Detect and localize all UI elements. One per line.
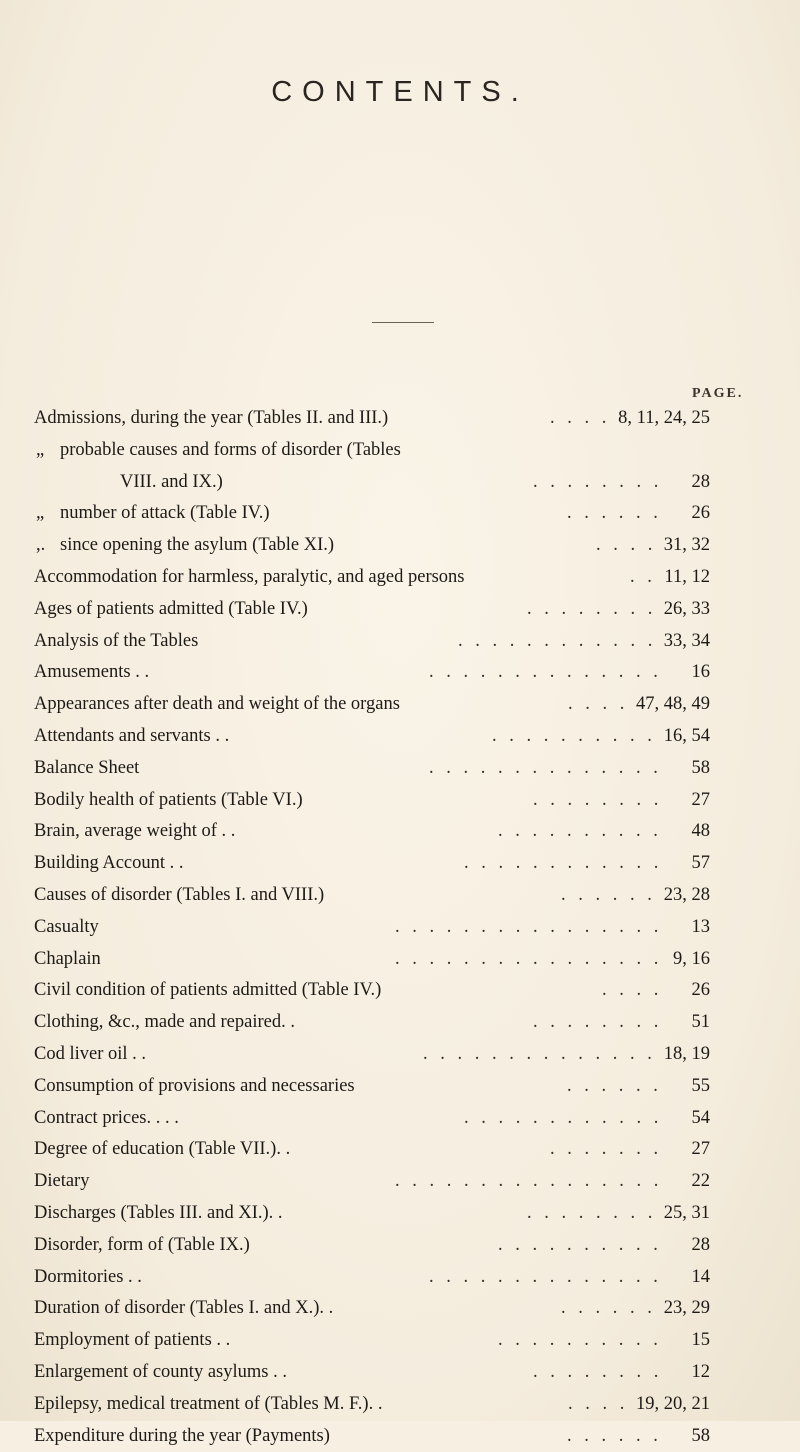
contents-entry: [0, 498, 800, 530]
contents-entry: [0, 1421, 800, 1452]
heading-rule: [372, 322, 434, 323]
leader-dots: . . . . . . . .: [533, 467, 662, 499]
contents-entry: [0, 1103, 800, 1135]
entry-text-group: [34, 848, 184, 880]
leader-dots: . . . . . . . . . .: [492, 721, 656, 753]
contents-entry: [0, 1293, 800, 1325]
contents-entry: [0, 657, 800, 689]
contents-list: [0, 403, 800, 1452]
contents-entry: [0, 1134, 800, 1166]
entry-text-group: [34, 1103, 179, 1135]
entry-page-numbers: 31, 32: [664, 530, 710, 562]
ditto-mark: ,.: [36, 530, 60, 562]
contents-entry: [0, 975, 800, 1007]
entry-title: Bodily health of patients (Table VI.): [34, 785, 303, 817]
entry-page-numbers: 16: [692, 657, 711, 689]
entry-title: Causes of disorder (Tables I. and VIII.): [34, 880, 324, 912]
entry-page-numbers: 26: [692, 498, 711, 530]
leader-dots: . .: [630, 562, 656, 594]
entry-text-group: [34, 626, 198, 658]
leader-dots: . . . . . . . .: [527, 1198, 656, 1230]
entry-text-group: [36, 498, 270, 530]
entry-text-group: [34, 689, 400, 721]
leader-dots: . . . . . . . . . . . . . . . .: [395, 944, 662, 976]
entry-page-numbers: 19, 20, 21: [636, 1389, 710, 1421]
entry-title: VIII. and IX.): [120, 467, 223, 499]
entry-page-numbers: 11, 12: [664, 562, 710, 594]
leader-dots: . . . .: [568, 689, 628, 721]
ditto-mark: „: [36, 498, 60, 530]
leader-dots: . . . . . .: [567, 1071, 662, 1103]
leader-dots: . . . . . .: [567, 1421, 662, 1452]
entry-title: Disorder, form of (Table IX.): [34, 1230, 250, 1262]
entry-text-group: [34, 1357, 287, 1389]
entry-title: Ages of patients admitted (Table IV.): [34, 594, 308, 626]
leader-dots: . . . .: [550, 403, 610, 435]
entry-page-numbers: 15: [692, 1325, 711, 1357]
entry-page-numbers: 13: [692, 912, 711, 944]
entry-text-group: [34, 1166, 89, 1198]
entry-text-group: [34, 1007, 295, 1039]
entry-text-group: [34, 1262, 142, 1294]
entry-text-group: [34, 1325, 230, 1357]
entry-title: Duration of disorder (Tables I. and X.). .: [34, 1293, 333, 1325]
leader-dots: . . . . . . . . . . . .: [458, 626, 656, 658]
entry-page-numbers: 33, 34: [664, 626, 710, 658]
contents-entry: [0, 689, 800, 721]
leader-dots: . . . . . .: [561, 1293, 656, 1325]
contents-entry: [0, 467, 800, 499]
contents-entry: [0, 1389, 800, 1421]
entry-title: Building Account . .: [34, 848, 184, 880]
leader-dots: . . . . . . . .: [533, 785, 662, 817]
leader-dots: . . . . . .: [561, 880, 656, 912]
entry-page-numbers: 12: [692, 1357, 711, 1389]
entry-text-group: [120, 467, 223, 499]
leader-dots: . . . .: [568, 1389, 628, 1421]
contents-entry: [0, 530, 800, 562]
entry-title: Attendants and servants . .: [34, 721, 229, 753]
entry-text-group: [34, 721, 229, 753]
entry-title: Contract prices. . . .: [34, 1103, 179, 1135]
leader-dots: . . . . . . . . . . . . . .: [429, 657, 662, 689]
contents-entry: [0, 403, 800, 435]
entry-page-numbers: 18, 19: [664, 1039, 710, 1071]
entry-title: Enlargement of county asylums . .: [34, 1357, 287, 1389]
entry-text-group: [34, 1389, 382, 1421]
contents-entry: [0, 1325, 800, 1357]
entry-title: probable causes and forms of disorder (Tables: [60, 435, 401, 467]
entry-page-numbers: 22: [692, 1166, 711, 1198]
entry-text-group: [34, 912, 99, 944]
entry-text-group: [34, 1421, 330, 1452]
leader-dots: . . . . . . . . . .: [498, 816, 662, 848]
entry-text-group: [34, 1071, 355, 1103]
entry-text-group: [34, 975, 381, 1007]
contents-entry: [0, 1357, 800, 1389]
contents-entry: [0, 1007, 800, 1039]
entry-page-numbers: 28: [692, 1230, 711, 1262]
contents-entry: [0, 435, 800, 467]
entry-title: Chaplain: [34, 944, 101, 976]
entry-text-group: [34, 753, 139, 785]
entry-text-group: [34, 403, 388, 435]
contents-entry: [0, 848, 800, 880]
entry-text-group: [34, 816, 235, 848]
entry-page-numbers: 58: [692, 1421, 711, 1452]
leader-dots: . . . . . . . . . . . .: [464, 848, 662, 880]
contents-entry: [0, 1198, 800, 1230]
entry-page-numbers: 48: [692, 816, 711, 848]
entry-page-numbers: 26: [692, 975, 711, 1007]
entry-page-numbers: 14: [692, 1262, 711, 1294]
entry-title: Consumption of provisions and necessaries: [34, 1071, 355, 1103]
entry-text-group: [34, 1230, 250, 1262]
entry-text-group: [34, 1134, 290, 1166]
entry-text-group: [34, 1293, 333, 1325]
entry-text-group: [34, 562, 465, 594]
leader-dots: . . . . . . . . . . . .: [464, 1103, 662, 1135]
contents-entry: [0, 753, 800, 785]
entry-page-numbers: 25, 31: [664, 1198, 710, 1230]
entry-title: Clothing, &c., made and repaired. .: [34, 1007, 295, 1039]
contents-entry: [0, 626, 800, 658]
leader-dots: . . . . . . .: [550, 1134, 662, 1166]
leader-dots: . . . . . . . . . .: [498, 1230, 662, 1262]
contents-entry: [0, 1039, 800, 1071]
entry-title: Casualty: [34, 912, 99, 944]
entry-title: Cod liver oil . .: [34, 1039, 146, 1071]
contents-entry: [0, 594, 800, 626]
entry-text-group: [34, 785, 303, 817]
entry-text-group: [36, 435, 401, 467]
entry-page-numbers: 23, 29: [664, 1293, 710, 1325]
entry-text-group: [34, 657, 149, 689]
leader-dots: . . . . . . . . . . . . . . . .: [395, 912, 662, 944]
leader-dots: . . . .: [596, 530, 656, 562]
entry-page-numbers: 28: [692, 467, 711, 499]
entry-title: Brain, average weight of . .: [34, 816, 235, 848]
leader-dots: . . . . . . . .: [533, 1357, 662, 1389]
contents-entry: [0, 1071, 800, 1103]
contents-entry: [0, 721, 800, 753]
entry-title: Balance Sheet: [34, 753, 139, 785]
entry-page-numbers: 27: [692, 785, 711, 817]
entry-title: Civil condition of patients admitted (Table IV.): [34, 975, 381, 1007]
leader-dots: . . . . . . . . . . . . . .: [423, 1039, 656, 1071]
entry-title: Degree of education (Table VII.). .: [34, 1134, 290, 1166]
leader-dots: . . . . . . . . . . . . . .: [429, 753, 662, 785]
entry-title: since opening the asylum (Table XI.): [60, 530, 334, 562]
leader-dots: . . . .: [602, 975, 662, 1007]
entry-page-numbers: 8, 11, 24, 25: [618, 403, 710, 435]
entry-title: Employment of patients . .: [34, 1325, 230, 1357]
contents-entry: [0, 944, 800, 976]
entry-title: Epilepsy, medical treatment of (Tables M. F.). .: [34, 1389, 382, 1421]
contents-entry: [0, 785, 800, 817]
entry-title: Accommodation for harmless, paralytic, and aged persons: [34, 562, 465, 594]
entry-page-numbers: 16, 54: [664, 721, 710, 753]
contents-entry: [0, 1262, 800, 1294]
entry-page-numbers: 47, 48, 49: [636, 689, 710, 721]
entry-title: Dormitories . .: [34, 1262, 142, 1294]
leader-dots: . . . . . .: [567, 498, 662, 530]
contents-heading: CONTENTS.: [0, 76, 800, 109]
contents-entry: [0, 1230, 800, 1262]
leader-dots: . . . . . . . . . . . . . . . .: [395, 1166, 662, 1198]
contents-entry: [0, 880, 800, 912]
entry-text-group: [34, 944, 101, 976]
entry-text-group: [34, 1039, 146, 1071]
contents-entry: [0, 912, 800, 944]
entry-page-numbers: 51: [692, 1007, 711, 1039]
entry-page-numbers: 27: [692, 1134, 711, 1166]
entry-text-group: [34, 594, 308, 626]
leader-dots: . . . . . . . .: [533, 1007, 662, 1039]
entry-title: Discharges (Tables III. and XI.). .: [34, 1198, 283, 1230]
entry-title: number of attack (Table IV.): [60, 498, 270, 530]
entry-page-numbers: 23, 28: [664, 880, 710, 912]
contents-entry: [0, 816, 800, 848]
leader-dots: . . . . . . . .: [527, 594, 656, 626]
entry-page-numbers: 54: [692, 1103, 711, 1135]
entry-text-group: [34, 1198, 283, 1230]
entry-title: Admissions, during the year (Tables II. and III.): [34, 403, 388, 435]
entry-title: Appearances after death and weight of the organs: [34, 689, 400, 721]
page-column-header: PAGE.: [692, 386, 743, 402]
contents-entry: [0, 1166, 800, 1198]
leader-dots: . . . . . . . . . .: [498, 1325, 662, 1357]
entry-title: Expenditure during the year (Payments): [34, 1421, 330, 1452]
entry-page-numbers: 9, 16: [673, 944, 710, 976]
entry-page-numbers: 55: [692, 1071, 711, 1103]
entry-text-group: [34, 880, 324, 912]
entry-title: Dietary: [34, 1166, 89, 1198]
entry-title: Analysis of the Tables: [34, 626, 198, 658]
entry-text-group: [36, 530, 334, 562]
entry-page-numbers: 26, 33: [664, 594, 710, 626]
entry-page-numbers: 57: [692, 848, 711, 880]
entry-title: Amusements . .: [34, 657, 149, 689]
leader-dots: . . . . . . . . . . . . . .: [429, 1262, 662, 1294]
ditto-mark: „: [36, 435, 60, 467]
entry-page-numbers: 58: [692, 753, 711, 785]
contents-entry: [0, 562, 800, 594]
